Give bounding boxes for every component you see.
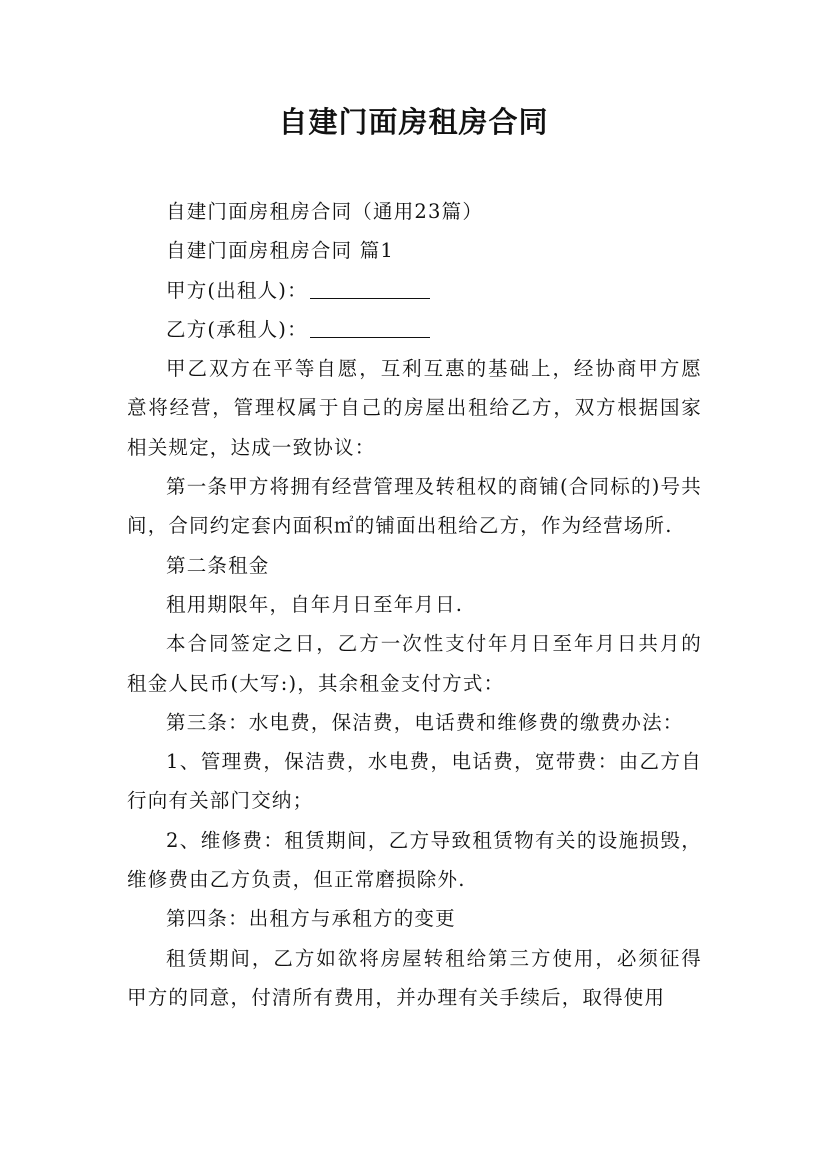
document-body	[127, 192, 702, 1017]
paragraph-rent-payment: 本合同签定之日，乙方一次性支付年月日至年月日共月的租金人民币(大写:)，其余租金支付方式：	[127, 632, 702, 695]
party-b-line	[127, 310, 702, 349]
document-title: 自建门面房租房合同	[278, 105, 549, 139]
paragraph-intro: 甲乙双方在平等自愿，互利互惠的基础上，经协商甲方愿意将经营，管理权属于自己的房屋出租给乙方，双方根据国家相关规定，达成一致协议：	[127, 357, 702, 459]
heading-article-4: 第四条：出租方与承租方的变更	[166, 907, 456, 931]
party-b-blank	[310, 317, 430, 338]
party-a-label: 甲方(出租人)：	[166, 278, 308, 302]
paragraph-lease-term: 租用期限年，自年月日至年月日.	[166, 592, 464, 616]
paragraph-fees-2: 2、维修费：租赁期间，乙方导致租赁物有关的设施损毁，维修费由乙方负责，但正常磨损除外.	[127, 828, 702, 892]
party-a-line	[127, 271, 702, 310]
paragraph-fees-1: 1、管理费，保洁费，水电费，电话费，宽带费：由乙方自行向有关部门交纳；	[127, 750, 702, 813]
party-b-label: 乙方(承租人)：	[166, 317, 308, 341]
heading-article-2: 第二条租金	[166, 553, 270, 577]
section-heading: 自建门面房租房合同 篇1	[166, 239, 395, 263]
party-a-blank	[310, 278, 430, 299]
document-subtitle: 自建门面房租房合同（通用23篇）	[166, 200, 484, 223]
paragraph-sublease: 租赁期间，乙方如欲将房屋转租给第三方使用，必须征得甲方的同意，付清所有费用，并办理有关手续后，取得使用	[127, 946, 702, 1009]
paragraph-article-1: 第一条甲方将拥有经营管理及转租权的商铺(合同标的)号共间，合同约定套内面积㎡的铺面出租给乙方，作为经营场所.	[127, 475, 702, 538]
heading-article-3: 第三条：水电费，保洁费，电话费和维修费的缴费办法：	[166, 710, 684, 734]
